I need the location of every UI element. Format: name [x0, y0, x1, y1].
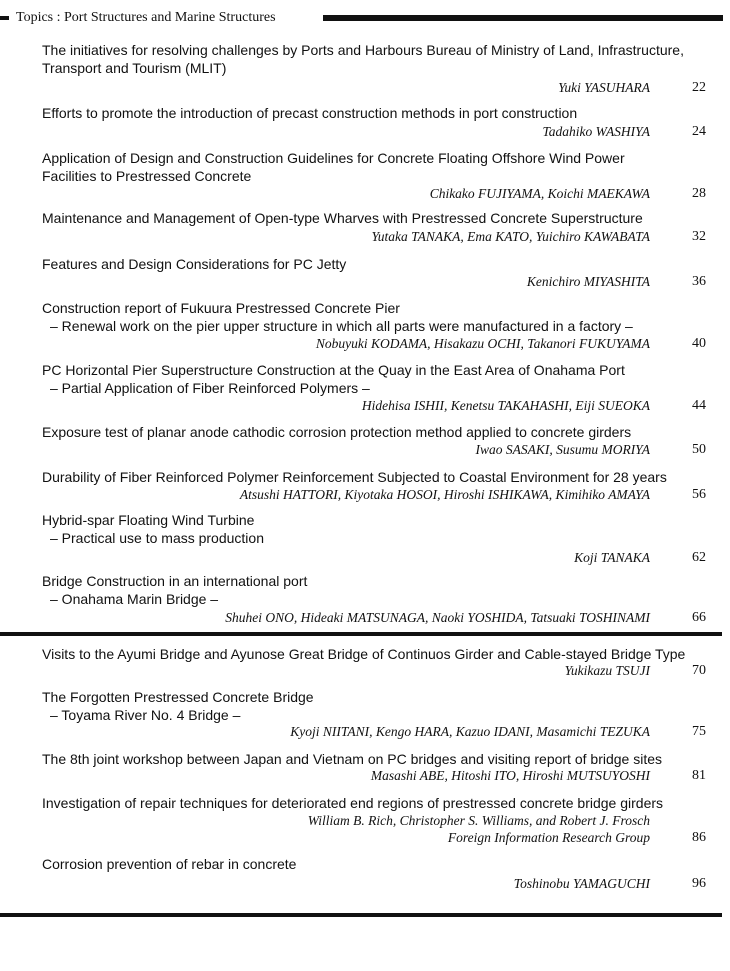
entry-title: Corrosion prevention of rebar in concrete	[42, 856, 297, 872]
entry-title: Efforts to promote the introduction of precast construction methods in port construction	[42, 105, 578, 121]
entry-subtitle: – Onahama Marin Bridge –	[50, 590, 219, 607]
toc-entry[interactable]	[42, 689, 706, 745]
entry-authors: Koji TANAKA	[574, 550, 650, 565]
entry-subtitle: – Partial Application of Fiber Reinforced Polymers –	[50, 379, 370, 396]
entry-title: Hybrid-spar Floating Wind Turbine	[42, 512, 255, 528]
toc-entry[interactable]	[42, 469, 706, 509]
entry-title: Application of Design and Construction Guidelines for Concrete Floating Offshore Wind Power	[42, 150, 625, 166]
entry-authors: Atsushi HATTORI, Kiyotaka HOSOI, Hiroshi ISHIKAWA, Kimihiko AMAYA	[239, 487, 650, 502]
entry-authors: Chikako FUJIYAMA, Koichi MAEKAWA	[429, 186, 650, 201]
entry-subtitle: – Renewal work on the pier upper structure in which all parts were manufactured in a factory –	[50, 317, 633, 334]
entry-title: The Forgotten Prestressed Concrete Bridge	[42, 689, 314, 705]
entry-authors: Yuki YASUHARA	[558, 80, 650, 95]
entry-title: Features and Design Considerations for PC Jetty	[42, 256, 347, 272]
entry-page-number: 50	[692, 442, 706, 457]
topic-title: Topics : Port Structures and Marine Structures	[16, 10, 276, 25]
toc-entry[interactable]	[42, 751, 706, 791]
entry-authors: Kenichiro MIYASHITA	[526, 274, 650, 289]
toc-entry[interactable]	[42, 856, 706, 896]
entry-title: Exposure test of planar anode cathodic corrosion protection method applied to concrete girders	[42, 424, 632, 440]
entry-title: Investigation of repair techniques for deteriorated end regions of prestressed concrete bridge girders	[42, 795, 664, 811]
entry-page-number: 44	[692, 398, 706, 413]
toc-entry[interactable]	[42, 42, 706, 98]
entry-authors: Yutaka TANAKA, Ema KATO, Yuichiro KAWABATA	[371, 229, 650, 244]
toc-entry[interactable]	[42, 150, 706, 206]
entry-author-group: Foreign Information Research Group	[447, 830, 650, 845]
entry-authors: Nobuyuki KODAMA, Hisakazu OCHI, Takanori FUKUYAMA	[315, 336, 650, 351]
entry-title: Facilities to Prestressed Concrete	[42, 167, 252, 184]
topic-header	[0, 8, 730, 28]
entry-authors: Masashi ABE, Hitoshi ITO, Hiroshi MUTSUYOSHI	[370, 768, 650, 783]
entry-authors: Kyoji NIITANI, Kengo HARA, Kazuo IDANI, Masamichi TEZUKA	[290, 724, 650, 739]
entry-title: Visits to the Ayumi Bridge and Ayunose Great Bridge of Continuos Girder and Cable-stayed Bridge Type	[42, 646, 686, 662]
entry-subtitle: – Toyama River No. 4 Bridge –	[50, 706, 241, 723]
entry-page-number: 86	[692, 830, 706, 845]
entry-page-number: 22	[692, 80, 706, 95]
entry-page-number: 32	[692, 229, 706, 244]
entry-title: PC Horizontal Pier Superstructure Construction at the Quay in the East Area of Onahama Port	[42, 362, 625, 378]
toc-entry[interactable]	[42, 795, 706, 851]
entry-page-number: 40	[692, 336, 706, 351]
entry-title: Transport and Tourism (MLIT)	[42, 59, 227, 76]
entry-title: The 8th joint workshop between Japan and Vietnam on PC bridges and visiting report of bridge sites	[42, 751, 662, 767]
toc-entry[interactable]	[42, 105, 706, 145]
toc-entry[interactable]	[42, 512, 706, 568]
entry-page-number: 36	[692, 274, 706, 289]
entry-page-number: 66	[692, 610, 706, 625]
entry-page-number: 96	[692, 876, 706, 891]
entry-authors: Shuhei ONO, Hideaki MATSUNAGA, Naoki YOSHIDA, Tatsuaki TOSHINAMI	[225, 610, 650, 625]
toc-entry[interactable]	[42, 300, 706, 356]
entry-authors: Hidehisa ISHII, Kenetsu TAKAHASHI, Eiji SUEOKA	[361, 398, 650, 413]
toc-entry[interactable]	[42, 256, 706, 296]
entry-title: Durability of Fiber Reinforced Polymer Reinforcement Subjected to Coastal Environment for 28 years	[42, 469, 667, 485]
section-divider	[0, 632, 722, 636]
entry-authors: William B. Rich, Christopher S. Williams, and Robert J. Frosch	[307, 813, 650, 828]
topic-header-rule	[323, 15, 723, 21]
entry-title: Construction report of Fukuura Prestressed Concrete Pier	[42, 300, 400, 316]
entry-page-number: 56	[692, 487, 706, 502]
entry-page-number: 24	[692, 124, 706, 139]
entry-title: Bridge Construction in an international port	[42, 573, 308, 589]
bottom-divider	[0, 913, 722, 917]
entry-page-number: 62	[692, 550, 706, 565]
topic-marker	[0, 16, 9, 20]
toc-entry[interactable]	[42, 210, 706, 250]
entry-subtitle: – Practical use to mass production	[50, 529, 264, 546]
toc-entry[interactable]	[42, 573, 706, 629]
entry-page-number: 75	[692, 724, 706, 739]
toc-entry[interactable]	[42, 424, 706, 464]
toc-entry[interactable]	[42, 646, 706, 686]
toc-entry[interactable]	[42, 362, 706, 418]
entry-authors: Tadahiko WASHIYA	[542, 124, 650, 139]
entry-authors: Yukikazu TSUJI	[564, 663, 650, 678]
entry-title: Maintenance and Management of Open-type Wharves with Prestressed Concrete Superstructure	[42, 210, 643, 226]
entry-page-number: 28	[692, 186, 706, 201]
entry-page-number: 70	[692, 663, 706, 678]
entry-authors: Iwao SASAKI, Susumu MORIYA	[475, 442, 650, 457]
entry-page-number: 81	[692, 768, 706, 783]
entry-authors: Toshinobu YAMAGUCHI	[513, 876, 650, 891]
entry-title: The initiatives for resolving challenges by Ports and Harbours Bureau of Ministry of Land, Infrastructure,	[42, 42, 684, 58]
